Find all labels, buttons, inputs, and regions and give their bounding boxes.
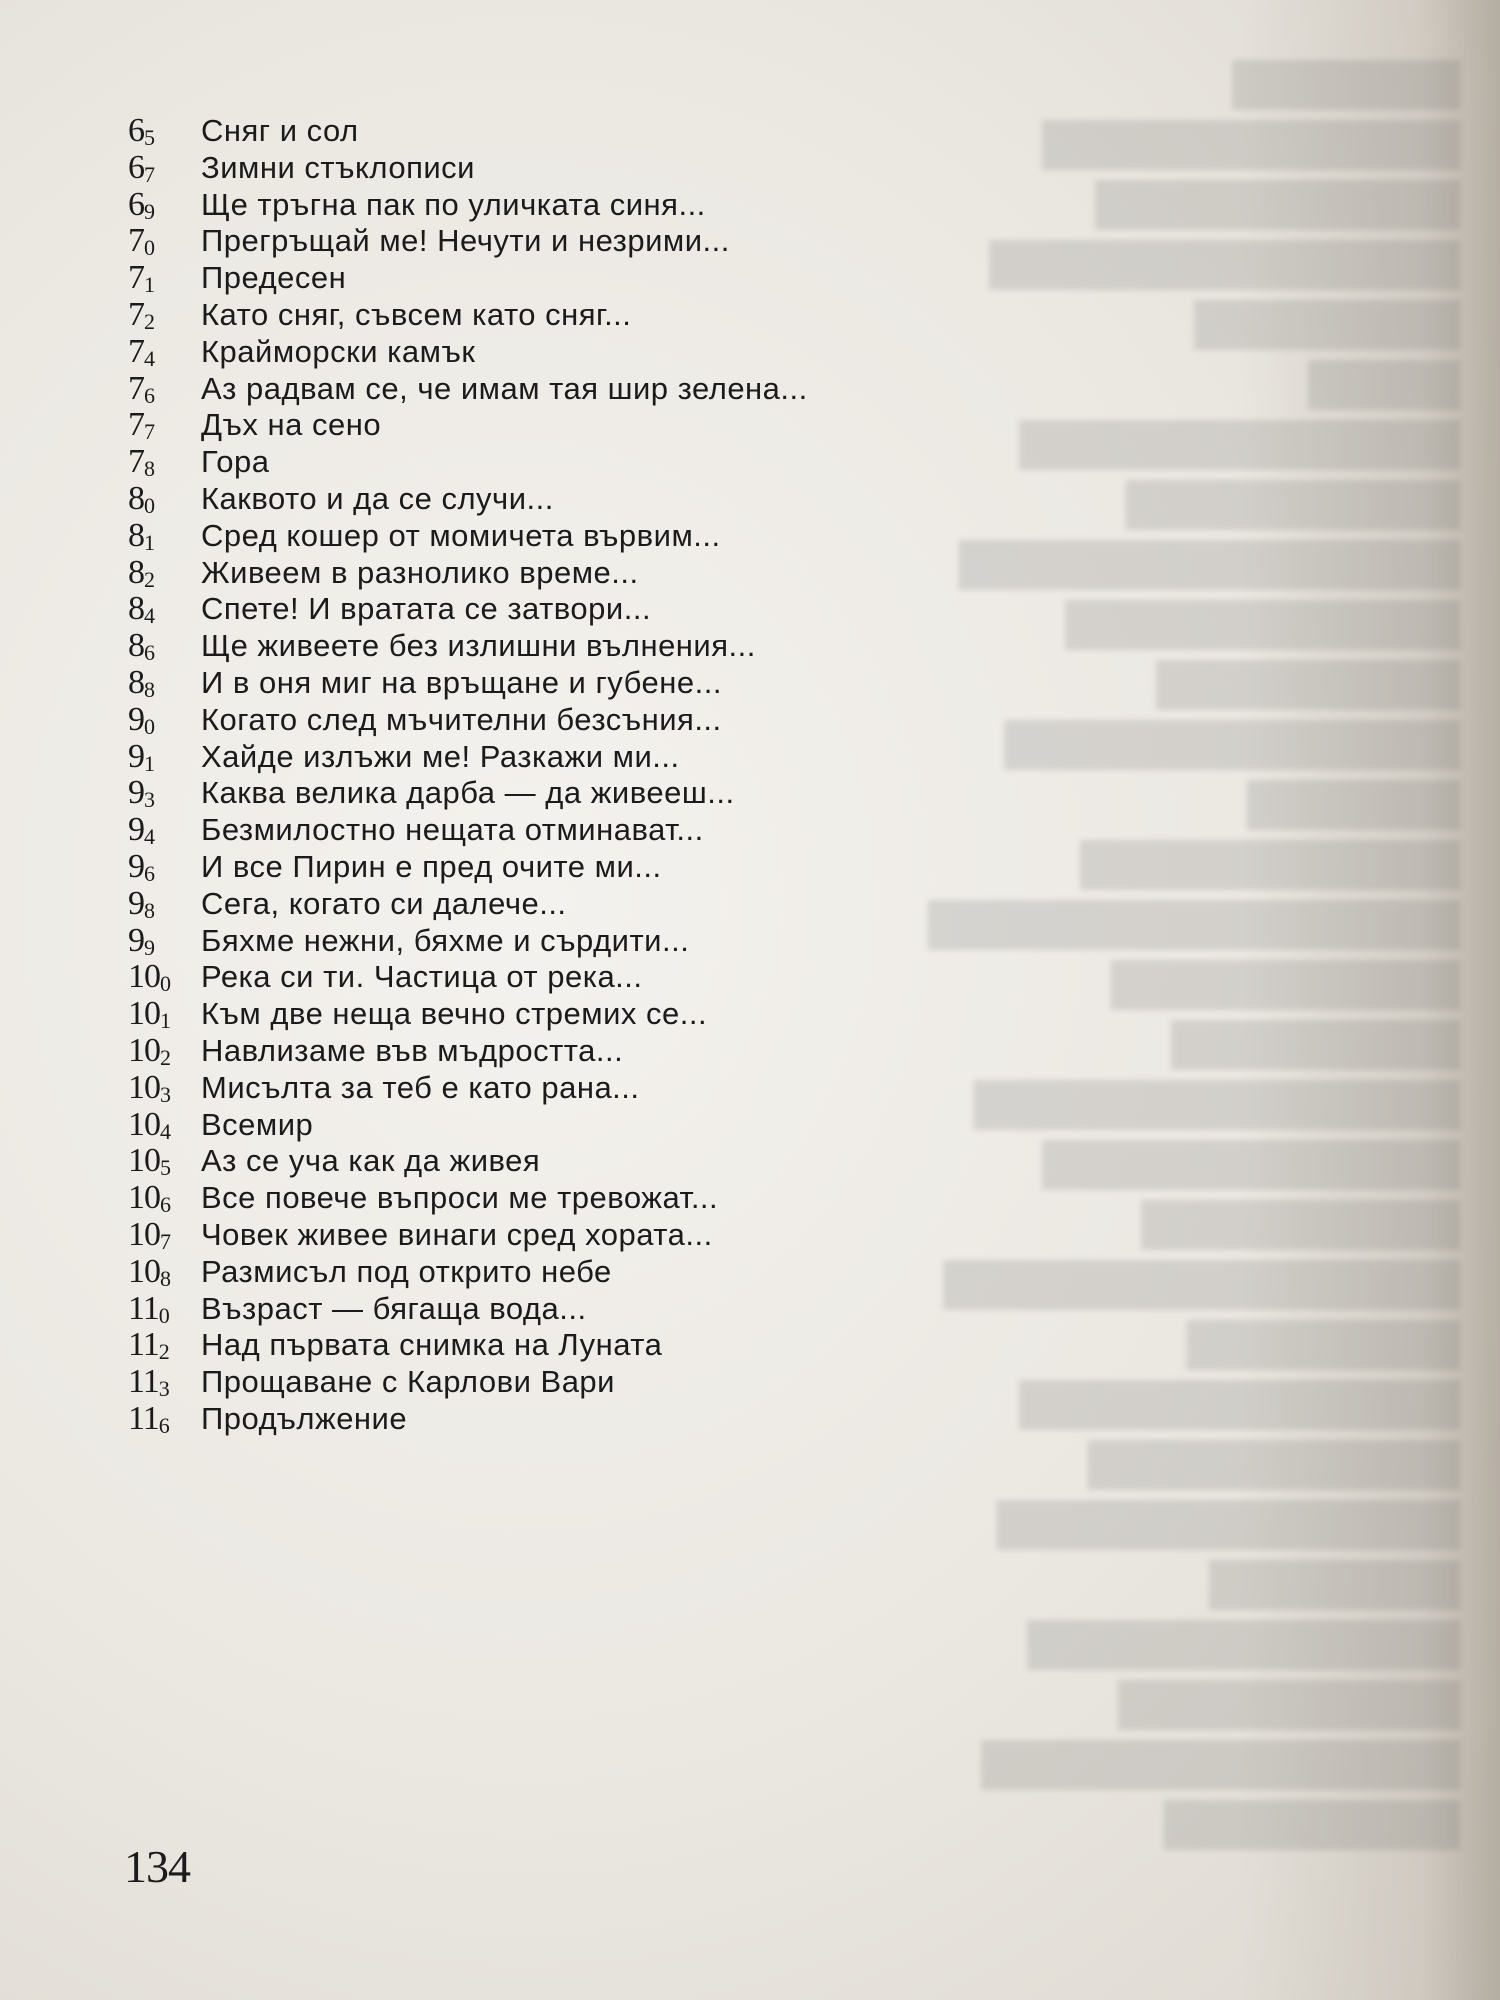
toc-entry-page: 67 [128,148,154,187]
toc-entry-title: Река си ти. Частица от река... [201,959,643,995]
toc-entry-title: Зимни стъклописи [201,149,475,185]
toc-entry [128,1179,1128,1216]
toc-entry-title: Сняг и сол [201,113,359,148]
toc-entry-page: 112 [128,1326,169,1365]
toc-entry [128,958,1128,995]
toc-entry-title: Аз радвам се, че имам тая шир зелена... [201,370,808,406]
toc-entry-page: 103 [128,1068,170,1107]
toc-entry-title: Прощаване с Карлови Вари [201,1364,615,1400]
toc-entry-page: 107 [128,1215,170,1254]
toc-entry [128,995,1128,1032]
toc-entry-title: Гора [201,444,270,480]
toc-entry-title: Живеем в разнолико време... [201,554,639,590]
toc-entry [128,222,1128,259]
toc-entry-page: 101 [128,995,170,1034]
toc-entry-page: 88 [128,663,154,702]
toc-entry-title: Размисъл под открито небе [201,1253,612,1289]
toc-entry-page: 96 [128,847,154,886]
toc-entry-title: Над първата снимка на Луната [201,1327,663,1363]
toc-entry-page: 116 [128,1399,169,1438]
toc-entry-title: Хайде излъжи ме! Разкажи ми... [201,738,680,774]
toc-entry [128,112,1128,149]
toc-entry [128,554,1128,591]
toc-entry-title: Бяхме нежни, бяхме и сърдити... [201,922,690,958]
toc-entry [128,186,1128,223]
toc-entry-title: Човек живее винаги сред хората... [201,1216,713,1252]
toc-entry [128,1142,1128,1179]
toc-entry [128,259,1128,296]
toc-entry [128,848,1128,885]
toc-entry [128,1032,1128,1069]
toc-entry-page: 98 [128,884,154,923]
toc-entry-title: Сред кошер от момичета вървим... [201,517,721,553]
toc-entry-page: 93 [128,774,154,813]
toc-entry-page: 81 [128,516,154,555]
toc-entry-title: Ще живеете без излишни вълнения... [201,628,756,664]
toc-entry-page: 99 [128,921,154,960]
toc-entry-title: Дъх на сено [201,407,382,443]
toc-entry-title: Всемир [201,1106,314,1142]
toc-entry [128,296,1128,333]
toc-entry-title: Към две неща вечно стремих се... [201,996,708,1032]
toc-entry-page: 86 [128,627,154,666]
toc-entry-page: 102 [128,1031,170,1070]
toc-entry [128,480,1128,517]
toc-entry [128,149,1128,186]
toc-entry-page: 91 [128,737,154,776]
toc-entry [128,1216,1128,1253]
toc-entry [128,1400,1128,1437]
toc-entry-page: 113 [128,1363,169,1402]
toc-entry [128,1290,1128,1327]
toc-entry [128,1069,1128,1106]
toc-entry [128,1363,1128,1400]
toc-entry-page: 108 [128,1252,170,1291]
toc-entry [128,517,1128,554]
toc-entry-page: 84 [128,590,154,629]
toc-entry [128,701,1128,738]
toc-entry [128,406,1128,443]
toc-entry [128,664,1128,701]
toc-entry-title: Аз се уча как да живея [201,1143,541,1179]
toc-entry-title: Каква велика дарба — да живееш... [201,775,735,811]
page-number-text: 134 [124,1841,190,1892]
toc-entry-title: Крайморски камък [201,333,476,369]
toc-entry [128,811,1128,848]
toc-entry-page: 82 [128,553,154,592]
toc-entry-title: Възраст — бягаща вода... [201,1290,587,1326]
toc-entry-title: Продължение [201,1400,408,1436]
toc-entry-title: Като сняг, съвсем като сняг... [201,296,632,332]
toc-entry-title: Навлизаме във мъдростта... [201,1032,624,1068]
toc-entry-title: Сега, когато си далече... [201,885,567,921]
toc-entry-title: И в оня миг на връщане и губене... [201,664,722,700]
toc-entry [128,885,1128,922]
toc-entry-title: Ще тръгна пак по уличката синя... [201,186,706,222]
toc-entry-title: Все повече въпроси ме тревожат... [201,1180,719,1216]
toc-entry [128,1326,1128,1363]
toc-entry [128,370,1128,407]
toc-entry [128,627,1128,664]
toc-entry-page: 106 [128,1179,170,1218]
toc-entry [128,922,1128,959]
toc-entry-page: 76 [128,369,154,408]
toc-entry [128,333,1128,370]
toc-entry [128,590,1128,627]
toc-entry-page: 70 [128,222,154,261]
toc-entry-page: 94 [128,811,154,850]
toc-entry [128,774,1128,811]
toc-entry-title: Когато след мъчителни безсъния... [201,701,722,737]
toc-entry-page: 65 [128,112,154,150]
toc-entry [128,1106,1128,1143]
toc-entry [128,1253,1128,1290]
toc-entry-title: Мисълта за теб е като рана... [201,1069,640,1105]
toc-entry-title: Каквото и да се случи... [201,480,554,516]
toc-entry-title: И все Пирин е пред очите ми... [201,848,662,884]
toc-entry-page: 90 [128,700,154,739]
toc-entry-page: 77 [128,406,154,445]
toc-entry-page: 78 [128,443,154,482]
toc-entry [128,738,1128,775]
toc-entry-page: 71 [128,259,154,298]
toc-entry-title: Спете! И вратата се затвори... [201,591,652,627]
toc-entry-page: 104 [128,1105,170,1144]
toc-entry-title: Прегръщай ме! Нечути и незрими... [201,223,730,259]
toc-entry-page: 69 [128,185,154,224]
toc-entry-title: Безмилостно нещата отминават... [201,812,704,848]
table-of-contents [128,112,1128,1437]
toc-entry [128,443,1128,480]
toc-entry-page: 72 [128,295,154,334]
toc-entry-page: 80 [128,479,154,518]
toc-entry-title: Предесен [201,260,347,296]
toc-entry-page: 105 [128,1142,170,1181]
page-number [124,1840,190,1893]
toc-entry-page: 100 [128,958,170,997]
toc-entry-page: 74 [128,332,154,371]
toc-entry-page: 110 [128,1289,169,1328]
